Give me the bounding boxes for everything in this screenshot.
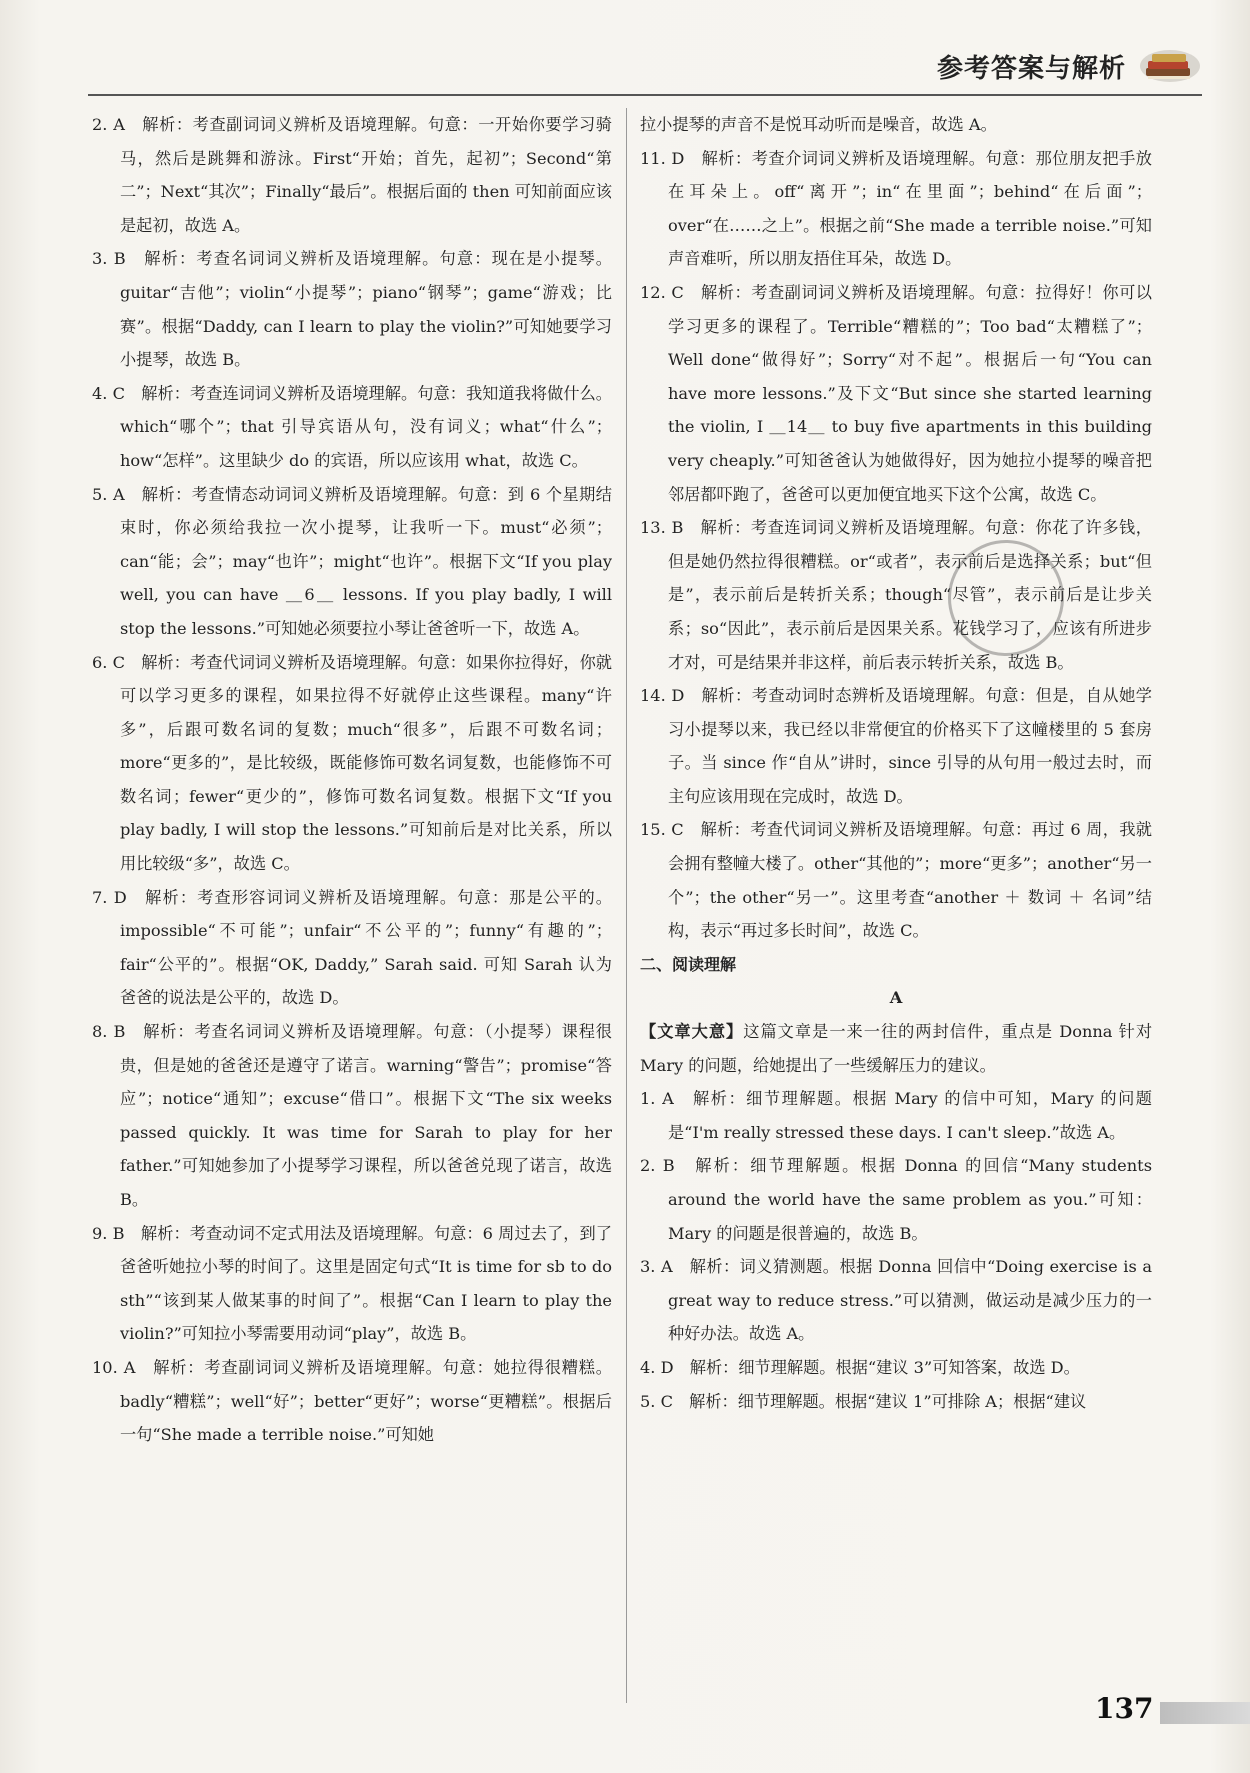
footer-bar — [1160, 1702, 1250, 1724]
answer-item-2: 2. A 解析：考查副词词义辨析及语境理解。句意：一开始你要学习骑马，然后是跳舞和游泳。First“开始；首先，起初”；Second“第二”；Next“其次”；Finally“最后”。根据后面的 then 可知前面应该是起初，故选 A。 — [92, 115, 612, 235]
header-title: 参考答案与解析 — [936, 53, 1126, 84]
reading-item-3: 3. A 解析：词义猜测题。根据 Donna 回信中“Doing exercise is a great way to reduce stress.”可以猜测，做运动是减少压力的一种好办法。故选 A。 — [640, 1257, 1152, 1344]
answer-item-8: 8. B 解析：考查名词词义辨析及语境理解。句意：（小提琴）课程很贵，但是她的爸爸还是遵守了诺言。warning“警告”；promise“答应”；notice“通知”；excuse“借口”。根据下文“The six weeks passed quickly. It was time for Sarah to play for her father.”可知她参加了小提琴学习课程，所以爸爸兑现了诺言，故选 B。 — [92, 1022, 612, 1209]
answer-item-14: 14. D 解析：考查动词时态辨析及语境理解。句意：但是，自从她学习小提琴以来，我已经以非常便宜的价格买下了这幢楼里的 5 套房子。当 since 作“自从”讲时，since 引导的从句用一般过去时，而主句应该用现在完成时，故选 D。 — [640, 686, 1152, 806]
section-title-reading: 二、阅读理解 — [640, 954, 737, 974]
header-rule — [88, 94, 1202, 96]
answer-item-11: 11. D 解析：考查介词词义辨析及语境理解。句意：那位朋友把手放在耳朵上。off“离开”；in“在里面”；behind“在后面”；over“在……之上”。根据之前“She made a terrible noise.”可知声音难听，所以朋友捂住耳朵，故选 D。 — [640, 148, 1152, 269]
books-icon — [1136, 46, 1200, 86]
column-divider — [626, 108, 627, 1703]
summary-tag: 【文章大意】 — [640, 1022, 744, 1042]
answer-item-9: 9. B 解析：考查动词不定式用法及语境理解。句意：6 周过去了，到了爸爸听她拉小琴的时间了。这里是固定句式“It is time for sb to do sth”“该到某人做某事的时间了”。根据“Can I learn to play the violin?”可知拉小琴需要用动词“play”，故选 B。 — [92, 1223, 612, 1344]
answer-item-6: 6. C 解析：考查代词词义辨析及语境理解。句意：如果你拉得好，你就可以学习更多的课程，如果拉得不好就停止这些课程。many“许多”，后跟可数名词的复数；much“很多”，后跟不可数名词；more“更多的”，是比较级，既能修饰可数名词复数，也能修饰不可数名词；fewer“更少的”，修饰可数名词复数。根据下文“If you play badly, I will stop the lessons.”可知前后是对比关系，所以用比较级“多”，故选 C。 — [92, 652, 612, 874]
answer-item-5: 5. A 解析：考查情态动词词义辨析及语境理解。句意：到 6 个星期结束时，你必须给我拉一次小提琴，让我听一下。must“必须”；can“能；会”；may“也许”；might“也许”。根据下文“If you play well, you can have ＿6＿ lessons. If you play badly, I will stop the lessons.”可知她必须要拉小琴让爸爸听一下，故选 A。 — [92, 484, 612, 638]
answer-item-4: 4. C 解析：考查连词词义辨析及语境理解。句意：我知道我将做什么。which“哪个”；that 引导宾语从句，没有词义；what“什么”；how“怎样”。这里缺少 do 的宾语，所以应该用 what，故选 C。 — [92, 383, 612, 470]
answer-item-15: 15. C 解析：考查代词词义辨析及语境理解。句意：再过 6 周，我就会拥有整幢大楼了。other“其他的”；more“更多”；another“另一个”；the other“另一”。这里考查“another ＋ 数词 ＋ 名词”结构，表示“再过多长时间”，故选 C。 — [640, 820, 1152, 941]
answer-item-7: 7. D 解析：考查形容词词义辨析及语境理解。句意：那是公平的。impossible“不可能”；unfair“不公平的”；funny“有趣的”；fair“公平的”。根据“OK, Daddy,” Sarah said. 可知 Sarah 认为爸爸的说法是公平的，故选 D。 — [92, 887, 612, 1008]
page-number: 137 — [1095, 1692, 1154, 1725]
right-column — [640, 108, 1152, 1418]
left-column — [92, 108, 612, 1452]
answer-item-3: 3. B 解析：考查名词词义辨析及语境理解。句意：现在是小提琴。guitar“吉他”；violin“小提琴”；piano“钢琴”；game“游戏；比赛”。根据“Daddy, can I learn to play the violin?”可知她要学习小提琴，故选 B。 — [92, 249, 612, 370]
reading-item-1: 1. A 解析：细节理解题。根据 Mary 的信中可知，Mary 的问题是“I'm really stressed these days. I can't sleep.”故选 A。 — [640, 1089, 1152, 1142]
answer-item-12: 12. C 解析：考查副词词义辨析及语境理解。句意：拉得好！你可以学习更多的课程了。Terrible“糟糕的”；Too bad“太糟糕了”；Well done“做得好”；Sorry“对不起”。根据后一句“You can have more lessons.”及下文“But since she started learning the violin, I ＿14＿ to buy five apartments in this building very cheaply.”可知爸爸认为她做得好，因为她拉小提琴的噪音把邻居都吓跑了，爸爸可以更加便宜地买下这个公寓，故选 C。 — [640, 282, 1152, 504]
reading-item-4: 4. D 解析：细节理解题。根据“建议 3”可知答案，故选 D。 — [640, 1357, 1080, 1377]
reading-item-5: 5. C 解析：细节理解题。根据“建议 1”可排除 A；根据“建议 — [640, 1391, 1087, 1411]
answer-item-13: 13. B 解析：考查连词词义辨析及语境理解。句意：你花了许多钱，但是她仍然拉得很糟糕。or“或者”，表示前后是选择关系；but“但是”，表示前后是转折关系；though“尽管”，表示前后是让步关系；so“因此”，表示前后是因果关系。花钱学习了，应该有所进步才对，可是结果并非这样，前后表示转折关系，故选 B。 — [640, 518, 1152, 672]
article-summary — [640, 1015, 1152, 1082]
reading-item-2: 2. B 解析：细节理解题。根据 Donna 的回信“Many students around the world have the same problem as you.”可知：Mary 的问题是很普遍的，故选 B。 — [640, 1156, 1152, 1243]
answer-item-10: 10. A 解析：考查副词词义辨析及语境理解。句意：她拉得很糟糕。badly“糟糕”；well“好”；better“更好”；worse“更糟糕”。根据后一句“She made a terrible noise.”可知她 — [92, 1357, 612, 1445]
page-header — [937, 42, 1200, 90]
answer-item-10-cont: 拉小提琴的声音不是悦耳动听而是噪音，故选 A。 — [640, 115, 997, 134]
section-subtitle-a: A — [889, 988, 903, 1008]
summary-text: 这篇文章是一来一往的两封信件，重点是 Donna 针对 Mary 的问题，给她提出了一些缓解压力的建议。 — [640, 1022, 1153, 1075]
